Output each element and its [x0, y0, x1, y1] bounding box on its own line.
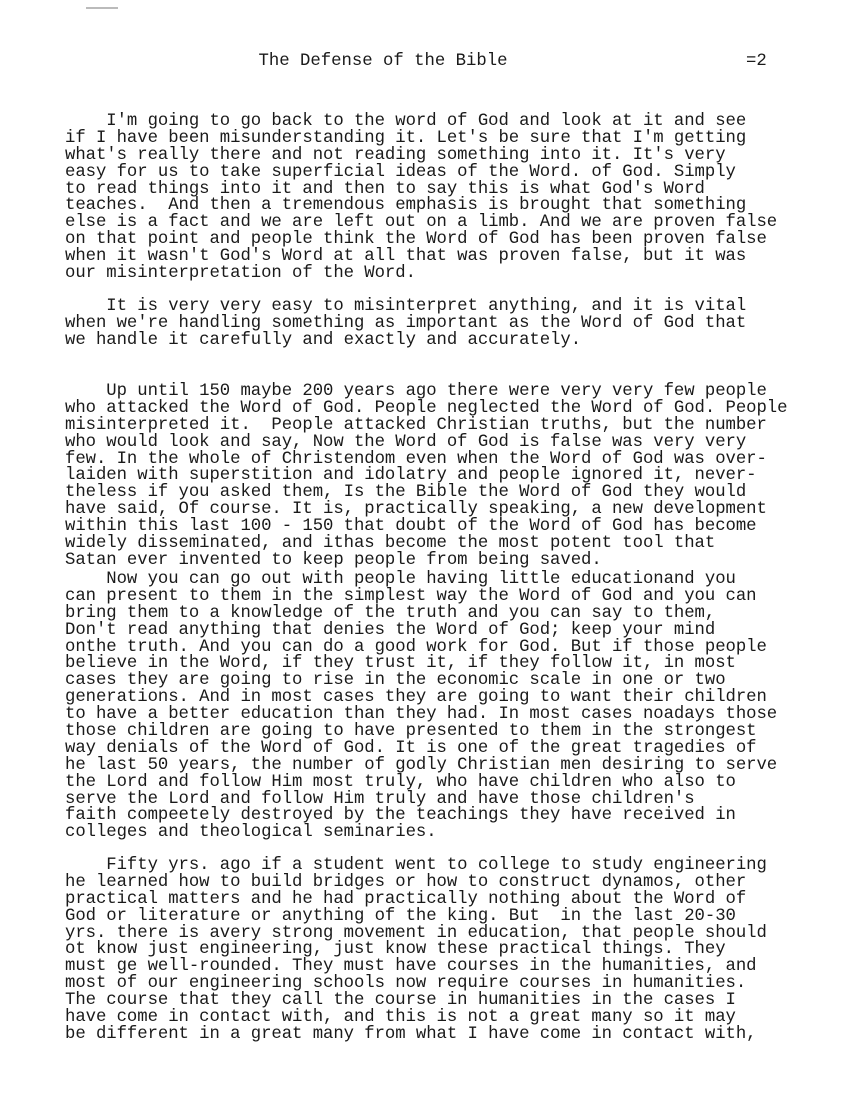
text-line: serve the Lord and follow Him truly and have those children's	[65, 789, 695, 809]
text-line: cases they are going to rise in the economic scale in one or two	[65, 671, 726, 691]
text-line: he last 50 years, the number of godly Christian men desiring to serve	[65, 755, 778, 775]
text-line: laiden with superstition and idolatry and people ignored it, never-	[65, 466, 757, 486]
text-line: God or literature or anything of the king. But in the last 20-30	[65, 906, 736, 926]
text-line: The course that they call the course in humanities in the cases I	[65, 991, 736, 1011]
text-line: when it wasn't God's Word at all that was proven false, but it was	[65, 247, 747, 267]
paragraph	[65, 572, 777, 842]
text-line: what's really there and not reading something into it. It's very	[65, 145, 726, 165]
text-line: those children are going to have presented to them in the strongest	[65, 722, 757, 742]
text-line: misinterpreted it. People attacked Christian truths, but the number	[65, 415, 767, 435]
text-line: must ge well-rounded. They must have courses in the humanities, and	[65, 957, 757, 977]
text-line: our misinterpretation of the Word.	[65, 264, 416, 284]
text-line: if I have been misunderstanding it. Let's be sure that I'm getting	[65, 128, 747, 148]
text-line: we handle it carefully and exactly and accurately.	[65, 330, 582, 350]
text-line: when we're handling something as important as the Word of God that	[65, 313, 747, 333]
text-line: faith compeetely destroyed by the teachings they have received in	[65, 806, 736, 826]
text-line: I'm going to go back to the word of God and look at it and see	[65, 112, 747, 131]
text-line: theless if you asked them, Is the Bible the Word of God they would	[65, 483, 747, 503]
scan-mark	[86, 7, 118, 9]
text-line: be different in a great many from what I have come in contact with,	[65, 1024, 757, 1044]
text-line: easy for us to take superficial ideas of the Word. of God. Simply	[65, 162, 736, 182]
text-line: It is very very easy to misinterpret anything, and it is vital	[65, 297, 747, 316]
text-line: to read things into it and then to say this is what God's Word	[65, 179, 705, 199]
page-title: The Defense of the Bible	[258, 52, 508, 71]
text-line: onthe truth. And you can do a good work for God. But if those people	[65, 637, 767, 657]
paragraph	[65, 114, 777, 283]
text-line: he learned how to build bridges or how to construct dynamos, other	[65, 872, 747, 892]
text-line: Now you can go out with people having little educationand you	[65, 570, 736, 589]
text-line: teaches. And then a tremendous emphasis is brought that something	[65, 196, 747, 216]
text-line: can present to them in the simplest way the Word of God and you can	[65, 586, 757, 606]
text-line: bring them to a knowledge of the truth and you can say to them,	[65, 603, 716, 623]
text-line: Satan ever invented to keep people from being saved.	[65, 550, 602, 570]
text-line: yrs. there is avery strong movement in education, that people should	[65, 923, 767, 943]
text-line: to have a better education than they had. In most cases noadays those	[65, 705, 778, 725]
text-line: who would look and say, Now the Word of God is false was very very	[65, 432, 747, 452]
text-line: way denials of the Word of God. It is one of the great tragedies of	[65, 738, 757, 758]
text-line: generations. And in most cases they are going to want their children	[65, 688, 767, 708]
text-line: Fifty yrs. ago if a student went to college to study engineering	[65, 856, 767, 875]
text-line: within this last 100 - 150 that doubt of the Word of God has become	[65, 517, 757, 537]
text-line: Up until 150 maybe 200 years ago there were very very few people	[65, 382, 767, 401]
text-line: few. In the whole of Christendom even when the Word of God was over-	[65, 449, 767, 469]
text-line: practical matters and he had practically nothing about the Word of	[65, 889, 747, 909]
text-line: have said, Of course. It is, practically speaking, a new development	[65, 500, 767, 520]
text-line: the Lord and follow Him most truly, who have children who also to	[65, 772, 736, 792]
text-line: Don't read anything that denies the Word of God; keep your mind	[65, 620, 716, 640]
text-line: else is a fact and we are left out on a limb. And we are proven false	[65, 213, 778, 233]
text-line: who attacked the Word of God. People neglected the Word of God. People	[65, 398, 788, 418]
text-line: on that point and people think the Word of God has been proven false	[65, 230, 767, 250]
text-line: have come in contact with, and this is not a great many so it may	[65, 1008, 736, 1028]
text-line: believe in the Word, if they trust it, if they follow it, in most	[65, 654, 736, 674]
paragraph	[65, 858, 767, 1044]
text-line: ot know just engineering, just know these practical things. They	[65, 940, 726, 960]
paragraph	[65, 299, 746, 350]
page-number: =2	[746, 52, 767, 71]
text-line: most of our engineering schools now require courses in humanities.	[65, 974, 747, 994]
text-line: widely disseminated, and ithas become the most potent tool that	[65, 534, 716, 554]
text-line: colleges and theological seminaries.	[65, 823, 437, 843]
paragraph	[65, 384, 787, 570]
